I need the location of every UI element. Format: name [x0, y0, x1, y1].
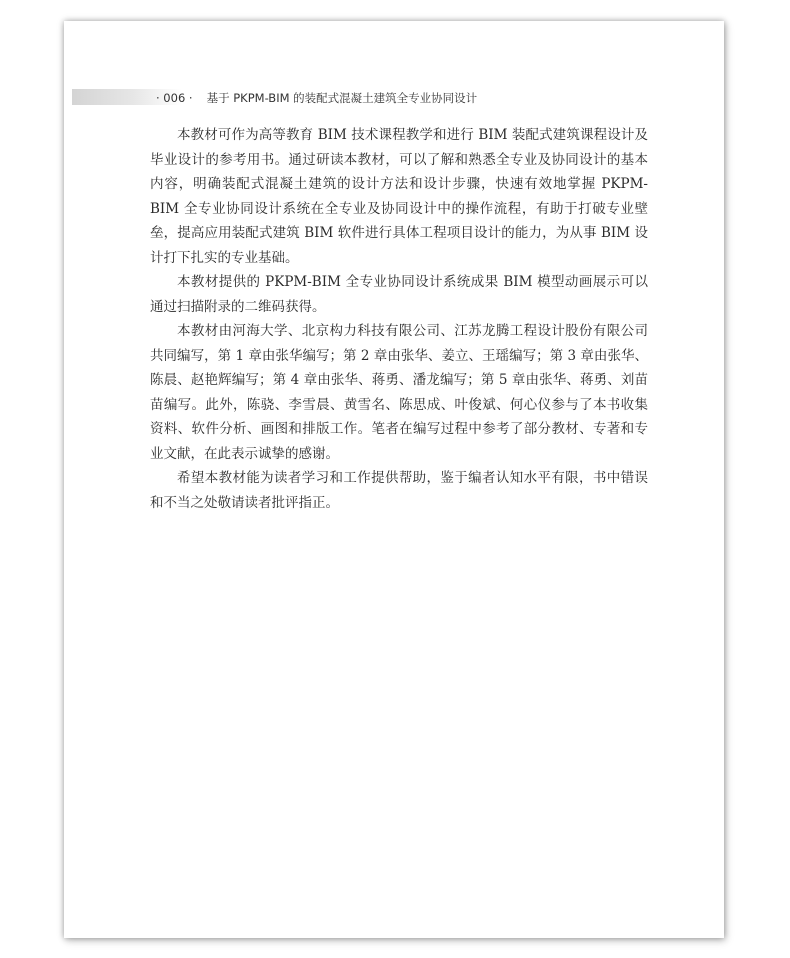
paragraph: 本教材提供的 PKPM-BIM 全专业协同设计系统成果 BIM 模型动画展示可以通过扫描附录的二维码获得。 — [150, 274, 648, 315]
body-text — [150, 123, 648, 515]
paragraph: 本教材可作为高等教育 BIM 技术课程教学和进行 BIM 装配式建筑课程设计及毕业设计的参考用书。通过研读本教材，可以了解和熟悉全专业及协同设计的基本内容，明确装配式混凝土建筑的设计方法和设计步骤，快速有效地掌握 PKPM-BIM 全专业协同设计系统在全专业及协同设计中的操作流程，有助于打破专业壁垒，提高应用装配式建筑 BIM 软件进行具体工程项目设计的能力，为从事 BIM 设计打下扎实的专业基础。 — [150, 127, 648, 266]
paragraph: 本教材由河海大学、北京构力科技有限公司、江苏龙腾工程设计股份有限公司共同编写，第 1 章由张华编写；第 2 章由张华、姜立、王瑶编写；第 3 章由张华、陈晨、赵艳辉编写；第 4 章由张华、蒋勇、潘龙编写；第 5 章由张华、蒋勇、刘苗苗编写。此外，陈骁、李雪晨、黄雪名、陈思成、叶俊斌、何心仪参与了本书收集资料、软件分析、画图和排版工作。笔者在编写过程中参考了部分教材、专著和专业文献，在此表示诚挚的感谢。 — [150, 323, 648, 462]
page-number: · 006 · — [156, 91, 193, 105]
book-page — [64, 21, 724, 938]
running-header — [156, 90, 477, 106]
paragraph: 希望本教材能为读者学习和工作提供帮助，鉴于编者认知水平有限，书中错误和不当之处敬请读者批评指正。 — [150, 470, 648, 511]
book-title: 基于 PKPM-BIM 的装配式混凝土建筑全专业协同设计 — [206, 91, 478, 105]
